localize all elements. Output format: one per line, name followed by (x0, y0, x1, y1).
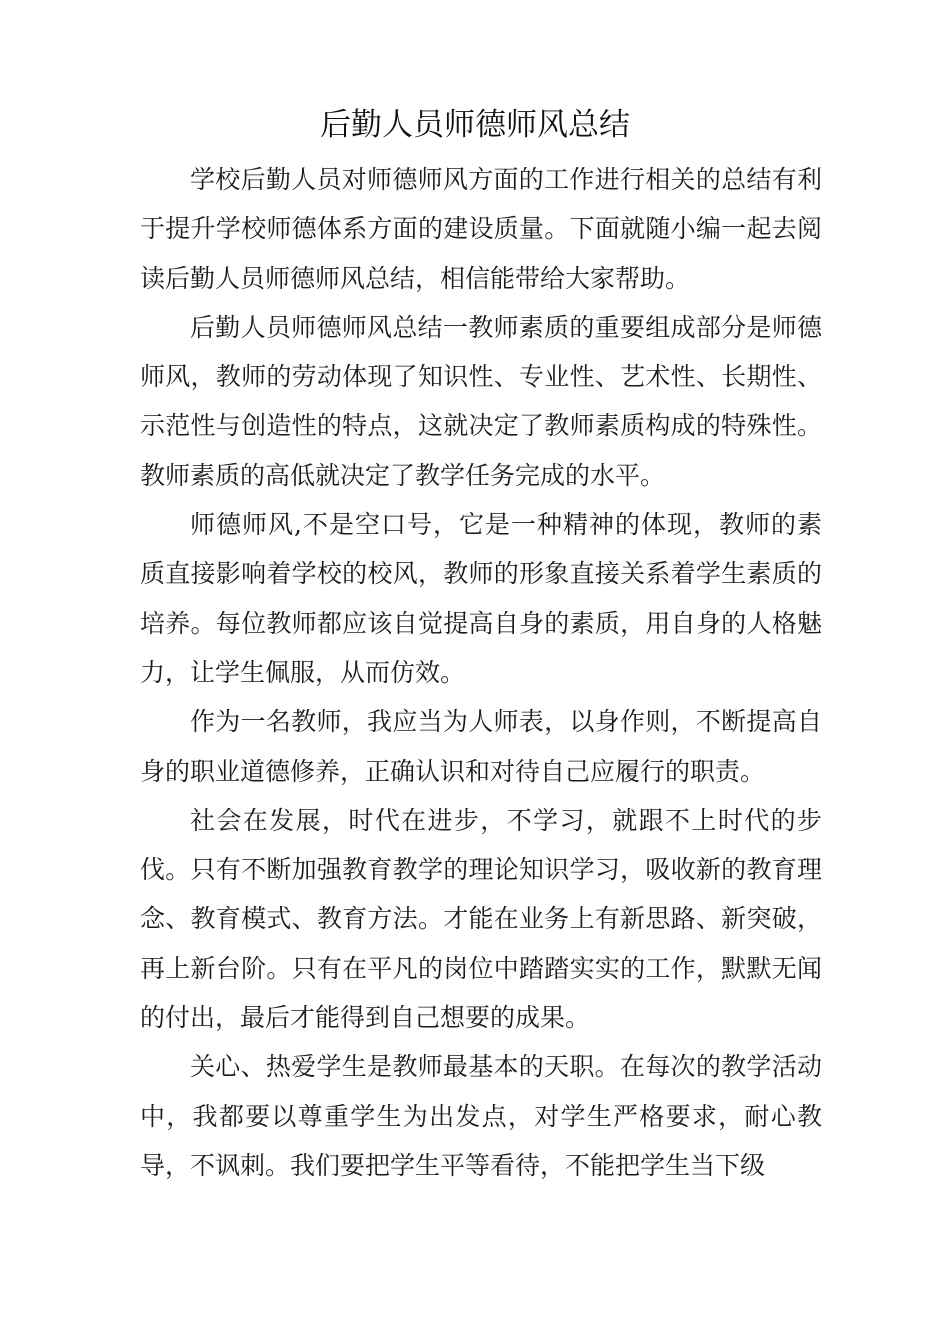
paragraph-intro: 学校后勤人员对师德师风方面的工作进行相关的总结有利于提升学校师德体系方面的建设质量。下面就随小编一起去阅读后勤人员师德师风总结，相信能带给大家帮助。 (140, 165, 822, 293)
paragraph-teacher-quality: 后勤人员师德师风总结一教师素质的重要组成部分是师德师风，教师的劳动体现了知识性、专业性、艺术性、长期性、示范性与创造性的特点，这就决定了教师素质构成的特殊性。教师素质的高低就决定了教学任务完成的水平。 (140, 312, 822, 490)
paragraph-care-students: 关心、热爱学生是教师最基本的天职。在每次的教学活动中，我都要以尊重学生为出发点，对学生严格要求，耐心教导，不讽刺。我们要把学生平等看待，不能把学生当下级 (140, 1052, 822, 1180)
paragraph-role-model: 作为一名教师，我应当为人师表，以身作则，不断提高自身的职业道德修养，正确认识和对待自己应履行的职责。 (140, 707, 822, 786)
document-body (140, 155, 822, 1190)
paragraph-learning: 社会在发展，时代在进步，不学习，就跟不上时代的步伐。只有不断加强教育教学的理论知识学习，吸收新的教育理念、教育模式、教育方法。才能在业务上有新思路、新突破，再上新台阶。只有在平凡的岗位中踏踏实实的工作，默默无闻的付出，最后才能得到自己想要的成果。 (140, 805, 822, 1033)
paragraph-ethics-spirit: 师德师风,不是空口号，它是一种精神的体现，教师的素质直接影响着学校的校风，教师的形象直接关系着学生素质的培养。每位教师都应该自觉提高自身的素质，用自身的人格魅力，让学生佩服，从而仿效。 (140, 510, 822, 687)
document-title: 后勤人员师德师风总结 (320, 107, 630, 143)
